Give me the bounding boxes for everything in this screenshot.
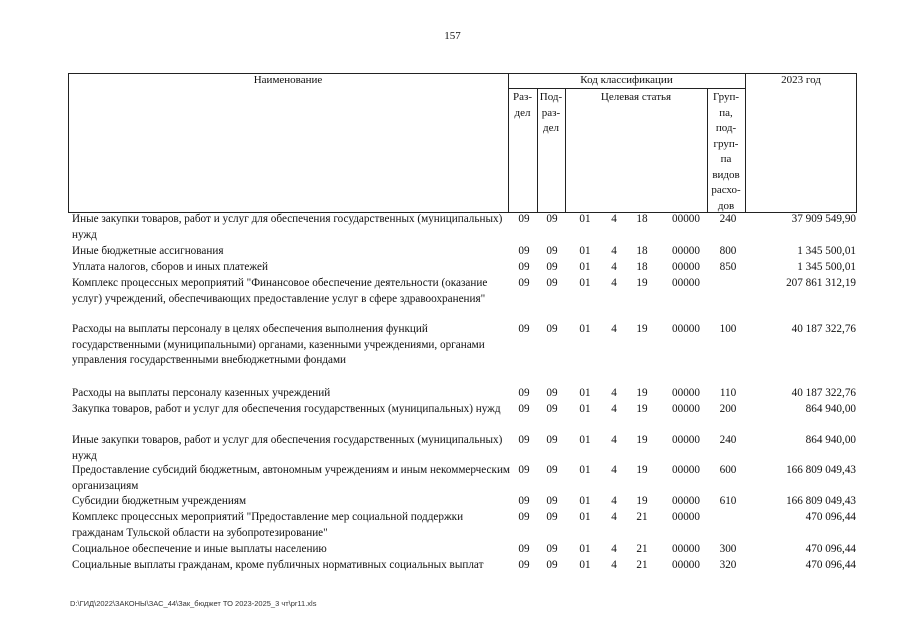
header-gruppa-line: дов bbox=[717, 199, 735, 212]
row-target-3: 19 bbox=[636, 277, 648, 289]
header-razdel-line: дел bbox=[514, 106, 531, 119]
header-gruppa-line: видов bbox=[712, 168, 740, 181]
row-target-3: 21 bbox=[636, 559, 648, 571]
row-target-1: 01 bbox=[579, 387, 591, 399]
row-target-4: 00000 bbox=[672, 213, 700, 225]
row-target-2: 4 bbox=[611, 403, 617, 415]
row-target-4: 00000 bbox=[672, 434, 700, 446]
table-row bbox=[0, 386, 905, 401]
header-podrazdel bbox=[537, 90, 565, 137]
row-podrazdel: 09 bbox=[546, 323, 558, 335]
header-code: Код классификации bbox=[580, 74, 673, 86]
row-name: Социальное обеспечение и иные выплаты населению bbox=[72, 543, 327, 555]
row-target-1: 01 bbox=[579, 464, 591, 476]
row-razdel: 09 bbox=[518, 434, 530, 446]
row-target-4: 00000 bbox=[672, 403, 700, 415]
table-row bbox=[0, 244, 905, 259]
header-gruppa-line: па bbox=[720, 153, 732, 165]
row-target-2: 4 bbox=[611, 559, 617, 571]
table-row bbox=[0, 402, 905, 417]
row-podrazdel: 09 bbox=[546, 511, 558, 523]
row-target-3: 19 bbox=[636, 464, 648, 476]
header-gruppa-line: па, bbox=[719, 106, 733, 119]
row-podrazdel: 09 bbox=[546, 261, 558, 273]
row-target-3: 18 bbox=[636, 261, 648, 273]
row-podrazdel: 09 bbox=[546, 464, 558, 476]
row-name: Социальные выплаты гражданам, кроме публичных нормативных социальных выплат bbox=[72, 559, 484, 571]
row-podrazdel: 09 bbox=[546, 277, 558, 289]
row-sum: 207 861 312,19 bbox=[786, 277, 856, 289]
row-target-4: 00000 bbox=[672, 559, 700, 571]
row-target-1: 01 bbox=[579, 559, 591, 571]
table-row bbox=[0, 260, 905, 275]
row-group: 320 bbox=[719, 559, 737, 571]
row-group: 240 bbox=[719, 213, 737, 225]
table-row bbox=[0, 558, 905, 573]
row-target-2: 4 bbox=[611, 323, 617, 335]
row-razdel: 09 bbox=[518, 464, 530, 476]
row-target-3: 19 bbox=[636, 434, 648, 446]
row-sum: 470 096,44 bbox=[805, 543, 856, 555]
row-name: Субсидии бюджетным учреждениям bbox=[72, 495, 247, 507]
row-target-4: 00000 bbox=[672, 543, 700, 555]
row-target-2: 4 bbox=[611, 261, 617, 273]
header-podrazdel-line: раз- bbox=[541, 106, 561, 119]
row-target-3: 19 bbox=[636, 323, 648, 335]
row-sum: 1 345 500,01 bbox=[797, 261, 856, 273]
row-razdel: 09 bbox=[518, 277, 530, 289]
row-podrazdel: 09 bbox=[546, 387, 558, 399]
row-target-2: 4 bbox=[611, 245, 617, 257]
row-target-3: 19 bbox=[636, 403, 648, 415]
row-group: 200 bbox=[719, 403, 737, 415]
row-sum: 470 096,44 bbox=[805, 511, 856, 523]
row-target-2: 4 bbox=[611, 495, 617, 507]
row-target-1: 01 bbox=[579, 213, 591, 225]
table-row bbox=[0, 433, 905, 462]
row-sum: 166 809 049,43 bbox=[786, 495, 856, 507]
row-target-4: 00000 bbox=[672, 464, 700, 476]
row-target-2: 4 bbox=[611, 543, 617, 555]
header-gruppa-line: груп- bbox=[713, 137, 739, 150]
row-target-3: 19 bbox=[636, 495, 648, 507]
header-year: 2023 год bbox=[781, 74, 821, 86]
row-group: 240 bbox=[719, 434, 737, 446]
row-target-4: 00000 bbox=[672, 387, 700, 399]
row-podrazdel: 09 bbox=[546, 403, 558, 415]
row-group: 100 bbox=[719, 323, 737, 335]
row-sum: 864 940,00 bbox=[805, 434, 856, 446]
row-podrazdel: 09 bbox=[546, 495, 558, 507]
row-name: Иные бюджетные ассигнования bbox=[72, 245, 224, 257]
row-razdel: 09 bbox=[518, 511, 530, 523]
row-razdel: 09 bbox=[518, 245, 530, 257]
row-razdel: 09 bbox=[518, 543, 530, 555]
file-path-footer: D:\ГИД\2022\ЗАКОНЫ\ЗАС_44\Зак_бюджет ТО 2023-2025_3 чт\pr11.xls bbox=[70, 599, 317, 608]
row-name: Предоставление субсидий бюджетным, автономным учреждениям и иным некоммерческим организациям bbox=[72, 464, 511, 492]
table-row bbox=[0, 212, 905, 241]
header-gruppa-line: Груп- bbox=[712, 91, 740, 103]
row-target-4: 00000 bbox=[672, 261, 700, 273]
row-target-1: 01 bbox=[579, 403, 591, 415]
table-row bbox=[0, 276, 905, 305]
row-group: 850 bbox=[719, 261, 737, 273]
header-name: Наименование bbox=[253, 74, 323, 86]
row-target-3: 19 bbox=[636, 387, 648, 399]
row-name: Расходы на выплаты персоналу в целях обеспечения выполнения функций государственными (муниципальными) органами, казенными учреждениями, органами управления государственными внебюджетными фондами bbox=[72, 323, 485, 366]
row-sum: 864 940,00 bbox=[805, 403, 856, 415]
header-razdel-line: Раз- bbox=[512, 91, 532, 103]
row-name: Расходы на выплаты персоналу казенных учреждений bbox=[72, 387, 331, 399]
row-podrazdel: 09 bbox=[546, 543, 558, 555]
row-name: Иные закупки товаров, работ и услуг для обеспечения государственных (муниципальных) нужд bbox=[72, 434, 503, 462]
row-name: Комплекс процессных мероприятий "Финансовое обеспечение деятельности (оказание услуг) учреждений, обеспечивающих предоставление услуг в сфере здравоохранения" bbox=[72, 277, 488, 305]
row-target-3: 18 bbox=[636, 245, 648, 257]
header-divider-podrazdel bbox=[565, 88, 566, 213]
row-target-2: 4 bbox=[611, 434, 617, 446]
table-row bbox=[0, 494, 905, 509]
header-razdel bbox=[508, 90, 537, 121]
header-gruppa-line: под- bbox=[715, 122, 737, 134]
row-podrazdel: 09 bbox=[546, 213, 558, 225]
table-row bbox=[0, 510, 905, 539]
row-target-1: 01 bbox=[579, 245, 591, 257]
row-group: 600 bbox=[719, 464, 737, 476]
row-target-3: 18 bbox=[636, 213, 648, 225]
row-target-4: 00000 bbox=[672, 495, 700, 507]
table-row bbox=[0, 542, 905, 557]
row-target-4: 00000 bbox=[672, 277, 700, 289]
row-target-1: 01 bbox=[579, 495, 591, 507]
row-name: Закупка товаров, работ и услуг для обеспечения государственных (муниципальных) нужд bbox=[72, 403, 501, 415]
table-row bbox=[0, 463, 905, 492]
row-razdel: 09 bbox=[518, 323, 530, 335]
row-target-1: 01 bbox=[579, 323, 591, 335]
row-name: Уплата налогов, сборов и иных платежей bbox=[72, 261, 268, 273]
row-sum: 40 187 322,76 bbox=[791, 387, 856, 399]
header-gruppa-line: расхо- bbox=[711, 184, 741, 196]
row-name: Иные закупки товаров, работ и услуг для обеспечения государственных (муниципальных) нужд bbox=[72, 213, 503, 241]
row-razdel: 09 bbox=[518, 261, 530, 273]
row-target-1: 01 bbox=[579, 543, 591, 555]
row-razdel: 09 bbox=[518, 559, 530, 571]
header-divider-year bbox=[745, 73, 746, 213]
row-target-1: 01 bbox=[579, 277, 591, 289]
row-sum: 40 187 322,76 bbox=[791, 323, 856, 335]
row-sum: 166 809 049,43 bbox=[786, 464, 856, 476]
row-razdel: 09 bbox=[518, 213, 530, 225]
header-podrazdel-line: дел bbox=[543, 122, 559, 134]
row-target-4: 00000 bbox=[672, 245, 700, 257]
row-razdel: 09 bbox=[518, 387, 530, 399]
row-target-3: 21 bbox=[636, 543, 648, 555]
row-target-2: 4 bbox=[611, 387, 617, 399]
row-target-4: 00000 bbox=[672, 323, 700, 335]
row-razdel: 09 bbox=[518, 495, 530, 507]
row-target-1: 01 bbox=[579, 434, 591, 446]
row-target-1: 01 bbox=[579, 511, 591, 523]
row-name: Комплекс процессных мероприятий "Предоставление мер социальной поддержки гражданам Тульской области на зубопротезирование" bbox=[72, 511, 464, 539]
row-target-1: 01 bbox=[579, 261, 591, 273]
header-podrazdel-line: Под- bbox=[539, 91, 563, 103]
table-row bbox=[0, 322, 905, 366]
row-target-2: 4 bbox=[611, 277, 617, 289]
row-podrazdel: 09 bbox=[546, 245, 558, 257]
header-celevaya: Целевая статья bbox=[600, 91, 672, 103]
row-target-4: 00000 bbox=[672, 511, 700, 523]
row-sum: 1 345 500,01 bbox=[797, 245, 856, 257]
row-group: 610 bbox=[719, 495, 737, 507]
row-target-2: 4 bbox=[611, 464, 617, 476]
row-group: 800 bbox=[719, 245, 737, 257]
row-target-2: 4 bbox=[611, 511, 617, 523]
header-gruppa bbox=[707, 90, 745, 214]
row-target-2: 4 bbox=[611, 213, 617, 225]
row-sum: 37 909 549,90 bbox=[791, 213, 856, 225]
row-group: 300 bbox=[719, 543, 737, 555]
row-podrazdel: 09 bbox=[546, 434, 558, 446]
row-sum: 470 096,44 bbox=[805, 559, 856, 571]
row-razdel: 09 bbox=[518, 403, 530, 415]
row-target-3: 21 bbox=[636, 511, 648, 523]
page-number: 157 bbox=[444, 30, 461, 42]
row-podrazdel: 09 bbox=[546, 559, 558, 571]
row-group: 110 bbox=[719, 387, 737, 399]
